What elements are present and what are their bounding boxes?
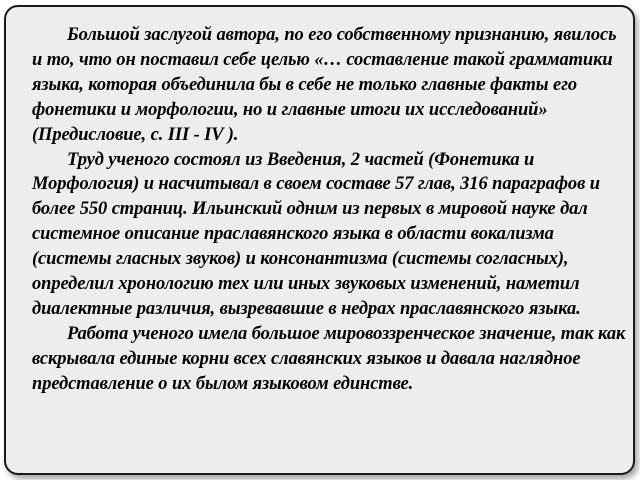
text-body xyxy=(32,23,628,397)
slide-frame xyxy=(4,5,635,475)
paragraph-3: Работа ученого имела большое мировоззренческое значение, так как вскрывала единые корни всех славянских языков и давала наглядное представление о их былом языковом единстве. xyxy=(32,323,626,394)
paragraph-2: Труд ученого состоял из Введения, 2 частей (Фонетика и Морфология) и насчитывал в своем составе 57 глав, 316 параграфов и более 550 страниц. Ильинский одним из первых в мировой науке дал системное описание праславянского языка в области вокализма (системы гласных звуков) и консонантизма (системы согласных), определил хронологию тех или иных звуковых изменений, наметил диалектные различия, вызревавшие в недрах праславянского языка. xyxy=(32,149,600,319)
paragraph-1: Большой заслугой автора, по его собственному признанию, явилось и то, что он поставил себе целью «… составление такой грамматики языка, которая объединила бы в себе не только главные факты его фонетики и морфологии, но и главные итоги их исследований» (Предисловие, с. III - IV ). xyxy=(32,25,617,145)
